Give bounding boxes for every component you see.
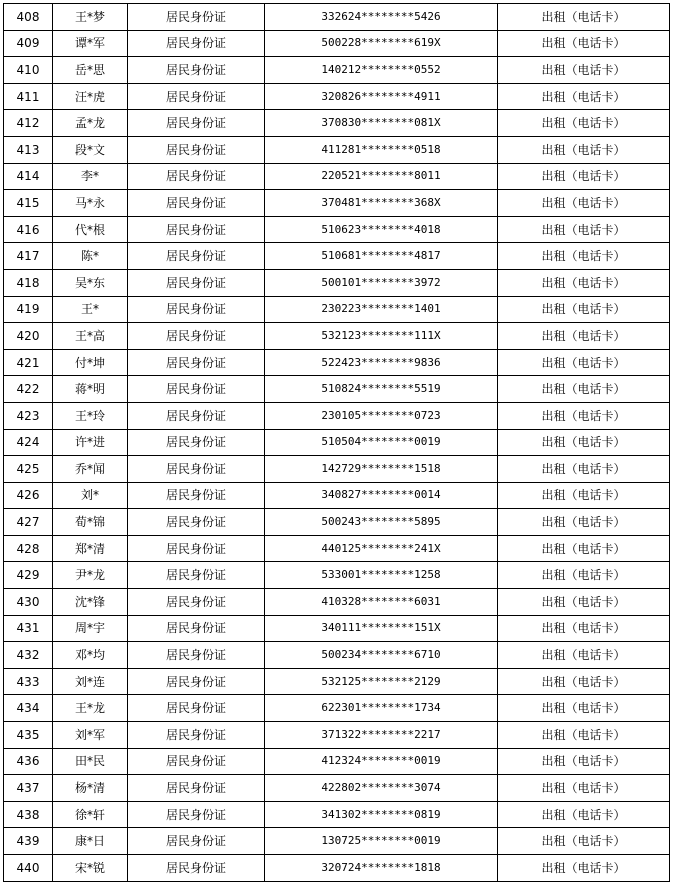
- document-type-cell: 居民身份证: [128, 722, 265, 749]
- name-cell: 邓*均: [53, 642, 128, 669]
- row-number-cell: 408: [4, 4, 53, 31]
- id-number-cell: 532123********111X: [265, 323, 498, 350]
- usage-cell: 出租（电话卡）: [498, 4, 670, 31]
- document-type-cell: 居民身份证: [128, 190, 265, 217]
- row-number-cell: 411: [4, 83, 53, 110]
- name-cell: 孟*龙: [53, 110, 128, 137]
- usage-cell: 出租（电话卡）: [498, 775, 670, 802]
- document-type-cell: 居民身份证: [128, 323, 265, 350]
- id-number-cell: 320724********1818: [265, 855, 498, 882]
- usage-cell: 出租（电话卡）: [498, 429, 670, 456]
- id-number-cell: 371322********2217: [265, 722, 498, 749]
- name-cell: 刘*军: [53, 722, 128, 749]
- table-row: [4, 376, 670, 403]
- document-type-cell: 居民身份证: [128, 296, 265, 323]
- row-number-cell: 424: [4, 429, 53, 456]
- row-number-cell: 426: [4, 482, 53, 509]
- table-row: [4, 190, 670, 217]
- document-type-cell: 居民身份证: [128, 349, 265, 376]
- table-row: [4, 482, 670, 509]
- id-number-cell: 500101********3972: [265, 269, 498, 296]
- row-number-cell: 415: [4, 190, 53, 217]
- id-number-cell: 500234********6710: [265, 642, 498, 669]
- name-cell: 沈*锋: [53, 589, 128, 616]
- table-row: [4, 323, 670, 350]
- name-cell: 刘*: [53, 482, 128, 509]
- id-number-cell: 510623********4018: [265, 216, 498, 243]
- name-cell: 段*文: [53, 136, 128, 163]
- id-number-cell: 140212********0552: [265, 57, 498, 84]
- usage-cell: 出租（电话卡）: [498, 136, 670, 163]
- id-number-cell: 440125********241X: [265, 535, 498, 562]
- id-number-cell: 370481********368X: [265, 190, 498, 217]
- name-cell: 马*永: [53, 190, 128, 217]
- usage-cell: 出租（电话卡）: [498, 482, 670, 509]
- registry-table: [3, 3, 670, 882]
- usage-cell: 出租（电话卡）: [498, 562, 670, 589]
- row-number-cell: 440: [4, 855, 53, 882]
- document-type-cell: 居民身份证: [128, 83, 265, 110]
- row-number-cell: 412: [4, 110, 53, 137]
- table-row: [4, 110, 670, 137]
- row-number-cell: 425: [4, 456, 53, 483]
- id-number-cell: 510504********0019: [265, 429, 498, 456]
- table-row: [4, 30, 670, 57]
- document-type-cell: 居民身份证: [128, 456, 265, 483]
- row-number-cell: 439: [4, 828, 53, 855]
- row-number-cell: 428: [4, 535, 53, 562]
- name-cell: 郑*清: [53, 535, 128, 562]
- id-number-cell: 130725********0019: [265, 828, 498, 855]
- name-cell: 吴*东: [53, 269, 128, 296]
- document-type-cell: 居民身份证: [128, 57, 265, 84]
- usage-cell: 出租（电话卡）: [498, 216, 670, 243]
- row-number-cell: 429: [4, 562, 53, 589]
- usage-cell: 出租（电话卡）: [498, 509, 670, 536]
- id-number-cell: 510824********5519: [265, 376, 498, 403]
- name-cell: 许*进: [53, 429, 128, 456]
- row-number-cell: 422: [4, 376, 53, 403]
- table-row: [4, 456, 670, 483]
- table-row: [4, 855, 670, 882]
- table-row: [4, 775, 670, 802]
- document-type-cell: 居民身份证: [128, 775, 265, 802]
- usage-cell: 出租（电话卡）: [498, 349, 670, 376]
- row-number-cell: 435: [4, 722, 53, 749]
- row-number-cell: 436: [4, 748, 53, 775]
- row-number-cell: 414: [4, 163, 53, 190]
- document-type-cell: 居民身份证: [128, 615, 265, 642]
- row-number-cell: 434: [4, 695, 53, 722]
- table-row: [4, 509, 670, 536]
- usage-cell: 出租（电话卡）: [498, 668, 670, 695]
- usage-cell: 出租（电话卡）: [498, 83, 670, 110]
- row-number-cell: 431: [4, 615, 53, 642]
- table-row: [4, 83, 670, 110]
- table-row: [4, 642, 670, 669]
- document-type-cell: 居民身份证: [128, 402, 265, 429]
- id-number-cell: 220521********8011: [265, 163, 498, 190]
- id-number-cell: 230223********1401: [265, 296, 498, 323]
- usage-cell: 出租（电话卡）: [498, 402, 670, 429]
- row-number-cell: 410: [4, 57, 53, 84]
- id-number-cell: 622301********1734: [265, 695, 498, 722]
- name-cell: 周*宇: [53, 615, 128, 642]
- usage-cell: 出租（电话卡）: [498, 615, 670, 642]
- name-cell: 尹*龙: [53, 562, 128, 589]
- table-row: [4, 216, 670, 243]
- usage-cell: 出租（电话卡）: [498, 243, 670, 270]
- table-row: [4, 163, 670, 190]
- row-number-cell: 417: [4, 243, 53, 270]
- table-row: [4, 269, 670, 296]
- id-number-cell: 410328********6031: [265, 589, 498, 616]
- table-row: [4, 722, 670, 749]
- usage-cell: 出租（电话卡）: [498, 269, 670, 296]
- row-number-cell: 427: [4, 509, 53, 536]
- id-number-cell: 142729********1518: [265, 456, 498, 483]
- usage-cell: 出租（电话卡）: [498, 748, 670, 775]
- name-cell: 田*民: [53, 748, 128, 775]
- document-type-cell: 居民身份证: [128, 216, 265, 243]
- row-number-cell: 423: [4, 402, 53, 429]
- document-type-cell: 居民身份证: [128, 642, 265, 669]
- table-row: [4, 535, 670, 562]
- id-number-cell: 370830********081X: [265, 110, 498, 137]
- table-row: [4, 668, 670, 695]
- table-row: [4, 589, 670, 616]
- id-number-cell: 230105********0723: [265, 402, 498, 429]
- document-type-cell: 居民身份证: [128, 136, 265, 163]
- id-number-cell: 320826********4911: [265, 83, 498, 110]
- usage-cell: 出租（电话卡）: [498, 163, 670, 190]
- document-type-cell: 居民身份证: [128, 562, 265, 589]
- document-type-cell: 居民身份证: [128, 376, 265, 403]
- name-cell: 杨*清: [53, 775, 128, 802]
- usage-cell: 出租（电话卡）: [498, 57, 670, 84]
- document-type-cell: 居民身份证: [128, 828, 265, 855]
- id-number-cell: 411281********0518: [265, 136, 498, 163]
- document-type-cell: 居民身份证: [128, 269, 265, 296]
- name-cell: 李*: [53, 163, 128, 190]
- name-cell: 王*龙: [53, 695, 128, 722]
- id-number-cell: 341302********0819: [265, 801, 498, 828]
- name-cell: 王*: [53, 296, 128, 323]
- table-row: [4, 615, 670, 642]
- row-number-cell: 438: [4, 801, 53, 828]
- usage-cell: 出租（电话卡）: [498, 828, 670, 855]
- row-number-cell: 413: [4, 136, 53, 163]
- document-type-cell: 居民身份证: [128, 110, 265, 137]
- id-number-cell: 533001********1258: [265, 562, 498, 589]
- name-cell: 谭*军: [53, 30, 128, 57]
- table-row: [4, 136, 670, 163]
- row-number-cell: 430: [4, 589, 53, 616]
- table-row: [4, 562, 670, 589]
- usage-cell: 出租（电话卡）: [498, 589, 670, 616]
- name-cell: 王*玲: [53, 402, 128, 429]
- document-type-cell: 居民身份证: [128, 243, 265, 270]
- document-type-cell: 居民身份证: [128, 30, 265, 57]
- name-cell: 宋*锐: [53, 855, 128, 882]
- id-number-cell: 412324********0019: [265, 748, 498, 775]
- name-cell: 荀*锦: [53, 509, 128, 536]
- name-cell: 徐*轩: [53, 801, 128, 828]
- name-cell: 王*高: [53, 323, 128, 350]
- usage-cell: 出租（电话卡）: [498, 190, 670, 217]
- row-number-cell: 437: [4, 775, 53, 802]
- row-number-cell: 416: [4, 216, 53, 243]
- name-cell: 康*日: [53, 828, 128, 855]
- name-cell: 汪*虎: [53, 83, 128, 110]
- id-number-cell: 522423********9836: [265, 349, 498, 376]
- document-type-cell: 居民身份证: [128, 535, 265, 562]
- usage-cell: 出租（电话卡）: [498, 30, 670, 57]
- name-cell: 刘*连: [53, 668, 128, 695]
- id-number-cell: 510681********4817: [265, 243, 498, 270]
- row-number-cell: 419: [4, 296, 53, 323]
- usage-cell: 出租（电话卡）: [498, 296, 670, 323]
- usage-cell: 出租（电话卡）: [498, 801, 670, 828]
- table-row: [4, 801, 670, 828]
- id-number-cell: 332624********5426: [265, 4, 498, 31]
- document-type-cell: 居民身份证: [128, 429, 265, 456]
- document-type-cell: 居民身份证: [128, 482, 265, 509]
- name-cell: 蒋*明: [53, 376, 128, 403]
- id-number-cell: 422802********3074: [265, 775, 498, 802]
- usage-cell: 出租（电话卡）: [498, 456, 670, 483]
- id-number-cell: 500243********5895: [265, 509, 498, 536]
- row-number-cell: 433: [4, 668, 53, 695]
- table-row: [4, 4, 670, 31]
- name-cell: 王*梦: [53, 4, 128, 31]
- table-row: [4, 243, 670, 270]
- name-cell: 陈*: [53, 243, 128, 270]
- document-type-cell: 居民身份证: [128, 163, 265, 190]
- document-type-cell: 居民身份证: [128, 589, 265, 616]
- document-type-cell: 居民身份证: [128, 748, 265, 775]
- row-number-cell: 420: [4, 323, 53, 350]
- table-row: [4, 57, 670, 84]
- registry-table-body: [4, 4, 670, 882]
- id-number-cell: 340827********0014: [265, 482, 498, 509]
- row-number-cell: 418: [4, 269, 53, 296]
- table-row: [4, 429, 670, 456]
- document-type-cell: 居民身份证: [128, 4, 265, 31]
- usage-cell: 出租（电话卡）: [498, 535, 670, 562]
- name-cell: 付*坤: [53, 349, 128, 376]
- id-number-cell: 500228********619X: [265, 30, 498, 57]
- table-row: [4, 296, 670, 323]
- document-type-cell: 居民身份证: [128, 801, 265, 828]
- document-type-cell: 居民身份证: [128, 509, 265, 536]
- id-number-cell: 340111********151X: [265, 615, 498, 642]
- document-type-cell: 居民身份证: [128, 855, 265, 882]
- name-cell: 代*根: [53, 216, 128, 243]
- document-type-cell: 居民身份证: [128, 668, 265, 695]
- table-row: [4, 695, 670, 722]
- name-cell: 岳*思: [53, 57, 128, 84]
- table-row: [4, 828, 670, 855]
- table-row: [4, 402, 670, 429]
- name-cell: 乔*闻: [53, 456, 128, 483]
- usage-cell: 出租（电话卡）: [498, 110, 670, 137]
- usage-cell: 出租（电话卡）: [498, 855, 670, 882]
- id-number-cell: 532125********2129: [265, 668, 498, 695]
- table-row: [4, 349, 670, 376]
- usage-cell: 出租（电话卡）: [498, 695, 670, 722]
- document-type-cell: 居民身份证: [128, 695, 265, 722]
- usage-cell: 出租（电话卡）: [498, 722, 670, 749]
- row-number-cell: 409: [4, 30, 53, 57]
- usage-cell: 出租（电话卡）: [498, 642, 670, 669]
- row-number-cell: 421: [4, 349, 53, 376]
- usage-cell: 出租（电话卡）: [498, 323, 670, 350]
- usage-cell: 出租（电话卡）: [498, 376, 670, 403]
- table-row: [4, 748, 670, 775]
- row-number-cell: 432: [4, 642, 53, 669]
